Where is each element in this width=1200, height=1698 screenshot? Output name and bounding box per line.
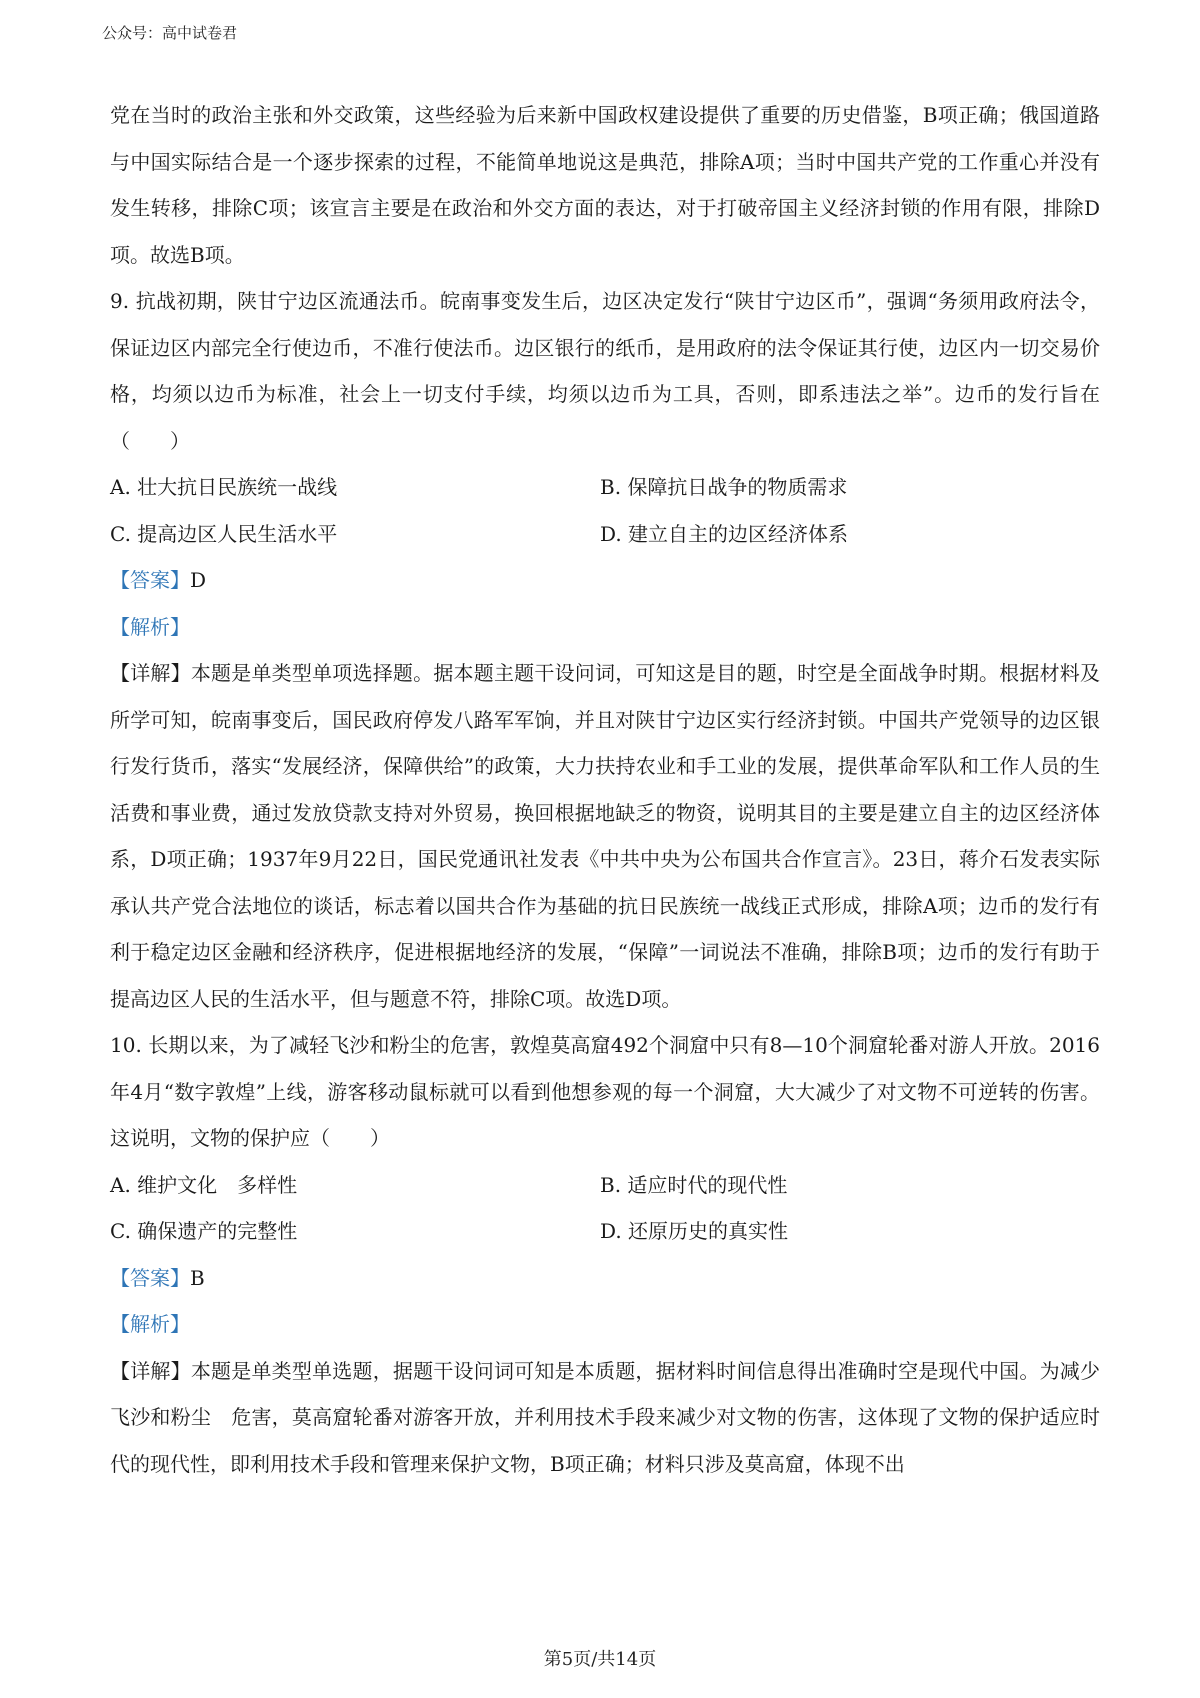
question-9 xyxy=(110,278,1100,1022)
option-d: D. 还原历史的真实性 xyxy=(600,1219,789,1243)
question-10 xyxy=(110,1022,1100,1487)
option-c: C. 提高边区人民生活水平 xyxy=(110,521,338,546)
question-10-detail xyxy=(110,1348,1100,1488)
question-10-answer xyxy=(110,1255,1100,1302)
prev-explanation-text: 党在当时的政治主张和外交政策，这些经验为后来新中国政权建设提供了重要的历史借鉴，B项正确；俄国道路与中国实际结合是一个逐步探索的过程，不能简单地说这是典范，排除A项；当时中国共产党的工作重心并没有发生转移，排除C项；该宣言主要是在政治和外交方面的表达，对于打破帝国主义经济封锁的作用有限，排除D项。故选B项。 xyxy=(110,103,1100,267)
option-b: B. 适应时代的现代性 xyxy=(600,1172,788,1197)
question-9-analysis xyxy=(110,604,1100,651)
page-header: 公众号：高中试卷君 xyxy=(102,24,238,42)
question-9-detail xyxy=(110,650,1100,1022)
detail-text: 本题是单类型单项选择题。据本题主题干设问词，可知这是目的题，时空是全面战争时期。根据材料及所学可知，皖南事变后，国民政府停发八路军军饷，并且对陕甘宁边区实行经济封锁。中国共产党领导的边区银行发行货币，落实“发展经济，保障供给”的政策，大力扶持农业和手工业的发展，提供革命军队和工作人员的生活费和事业费，通过发放贷款支持对外贸易，换回根据地缺乏的物资，说明其目的主要是建立自主的边区经济体系，D项正确；1937年9月22日，国民党通讯社发表《中共中央为公布国共合作宣言》。23日，蒋介石发表实际承认共产党合法地位的谈话，标志着以国共合作为基础的抗日民族统一战线正式形成，排除A项；边币的发行有利于稳定边区金融和经济秩序，促进根据地经济的发展，“保障”一词说法不准确，排除B项；边币的发行有助于提高边区人民的生活水平，但与题意不符，排除C项。故选D项。 xyxy=(110,661,1101,1011)
detail-tag: 【详解】 xyxy=(110,661,191,685)
question-10-options xyxy=(110,1162,1100,1255)
detail-tag: 【详解】 xyxy=(110,1358,191,1383)
question-9-options xyxy=(110,464,1100,557)
document-body xyxy=(110,92,1100,1487)
option-b: B. 保障抗日战争的物质需求 xyxy=(600,475,848,499)
question-9-answer xyxy=(110,557,1100,604)
option-c: C. 确保遗产的完整性 xyxy=(110,1219,298,1243)
option-d: D. 建立自主的边区经济体系 xyxy=(600,521,849,546)
answer-value: D xyxy=(190,568,207,592)
question-9-stem: 9. 抗战初期，陕甘宁边区流通法币。皖南事变发生后，边区决定发行“陕甘宁边区币”，强调“务须用政府法令，保证边区内部完全行使边币，不准行使法币。边区银行的纸币，是用政府的法令保证其行使，边区内一切交易价格，均须以边币为标准，社会上一切支付手续，均须以边币为工具，否则，即系违法之举”。边币的发行旨在（ ） xyxy=(110,289,1100,453)
answer-tag: 【答案】 xyxy=(110,568,190,592)
analysis-tag: 【解析】 xyxy=(110,1312,190,1336)
option-a: A. 壮大抗日民族统一战线 xyxy=(110,475,338,499)
answer-tag: 【答案】 xyxy=(110,1265,190,1290)
page-footer: 第5页/共14页 xyxy=(543,1649,657,1670)
answer-value: B xyxy=(190,1265,205,1290)
analysis-tag: 【解析】 xyxy=(110,614,190,639)
option-a: A. 维护文化 多样性 xyxy=(110,1172,298,1197)
detail-text: 本题是单类型单选题，据题干设问词可知是本质题，据材料时间信息得出准确时空是现代中国。为减少飞沙和粉尘 危害，莫高窟轮番对游客开放，并利用技术手段来减少对文物的伤害，这体现了文物的保护适应时代的现代性，即利用技术手段和管理来保护文物，B项正确；材料只涉及莫高窟，体现不出 xyxy=(110,1358,1101,1476)
question-10-analysis xyxy=(110,1301,1100,1348)
question-10-stem: 10. 长期以来，为了减轻飞沙和粉尘的危害，敦煌莫高窟492个洞窟中只有8—10个洞窟轮番对游人开放。2016年4月“数字敦煌”上线，游客移动鼠标就可以看到他想参观的每一个洞窟，大大减少了对文物不可逆转的伤害。这说明，文物的保护应（ ） xyxy=(110,1033,1100,1150)
